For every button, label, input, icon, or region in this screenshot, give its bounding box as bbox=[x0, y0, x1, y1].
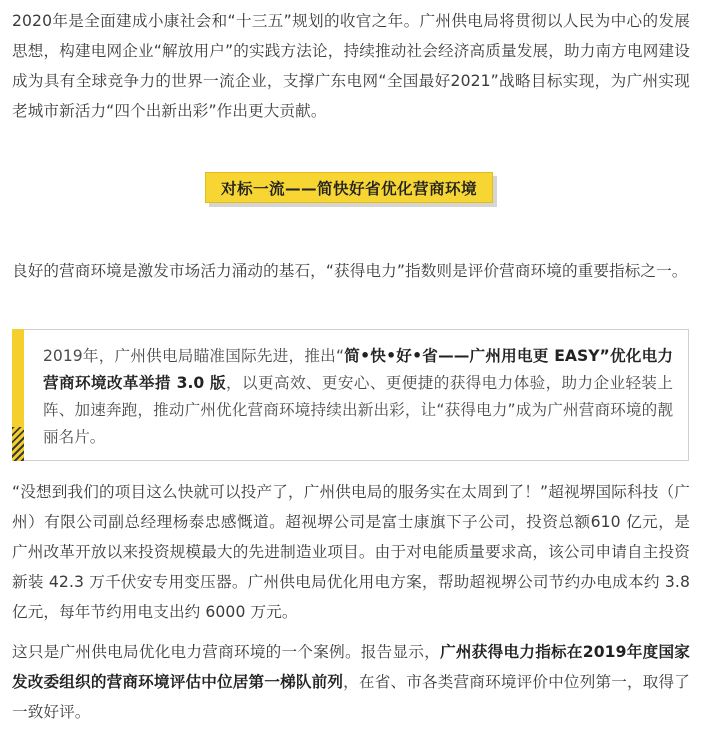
quote-text-intro: 2019年，广州供电局瞄准国际先进，推出“ bbox=[43, 347, 345, 365]
conclusion-intro: 这只是广州供电局优化电力营商环境的一个案例。报告显示， bbox=[12, 643, 441, 661]
quote-text-rest: ，以更高效、更安心、更便捷的获得电力体验，助力企业轻装上阵、加速奔跑，推动广州优化营商环境持续出新出彩，让“获得电力”成为广州营商环境的靓丽名片。 bbox=[43, 374, 673, 446]
case-paragraph: “没想到我们的项目这么快就可以投产了，广州供电局的服务实在太周到了！”超视堺国际科技（广州）有限公司副总经理杨泰忠感慨道。超视堺公司是富士康旗下子公司，投资总额610 亿元，是广州改革开放以来投资规模最大的先进制造业项目。由于对电能质量要求高，该公司申请自主投资新装 42.3 万千伏安专用变压器。广州供电局优化用电方案，帮助超视堺公司节约办电成本约 3.8 亿元，每年节约用电支出约 6000 万元。 bbox=[12, 483, 690, 621]
conclusion-paragraph bbox=[12, 637, 690, 727]
quote-text-highlight: 简•快•好•省——广州用电更 EASY”优化电力营商环境改革举措 3.0 版 bbox=[43, 347, 673, 392]
conclusion-highlight: 广州获得电力指标在2019年度国家发改委组织的营商环境评估中位居第一梯队前列 bbox=[12, 643, 690, 691]
quote-stripe-decoration bbox=[12, 427, 24, 461]
section-heading: 对标一流——简快好省优化营商环境 bbox=[205, 172, 493, 203]
quote-accent-bar bbox=[12, 329, 24, 461]
quote-box bbox=[12, 329, 689, 461]
intro-paragraph: 2020年是全面建成小康社会和“十三五”规划的收官之年。广州供电局将贯彻以人民为中心的发展思想，构建电网企业“解放用户”的实践方法论，持续推动社会经济高质量发展，助力南方电网建设成为具有全球竞争力的世界一流企业，支撑广东电网“全国最好2021”战略目标实现，为广州实现老城市新活力“四个出新出彩”作出更大贡献。 bbox=[12, 12, 690, 120]
quote-text bbox=[43, 343, 673, 451]
environment-paragraph: 良好的营商环境是激发市场活力涌动的基石，“获得电力”指数则是评价营商环境的重要指标之一。 bbox=[12, 262, 688, 280]
section-heading-block bbox=[205, 172, 497, 207]
conclusion-rest: ，在省、市各类营商环境评价中位列第一，取得了一致好评。 bbox=[12, 673, 690, 721]
